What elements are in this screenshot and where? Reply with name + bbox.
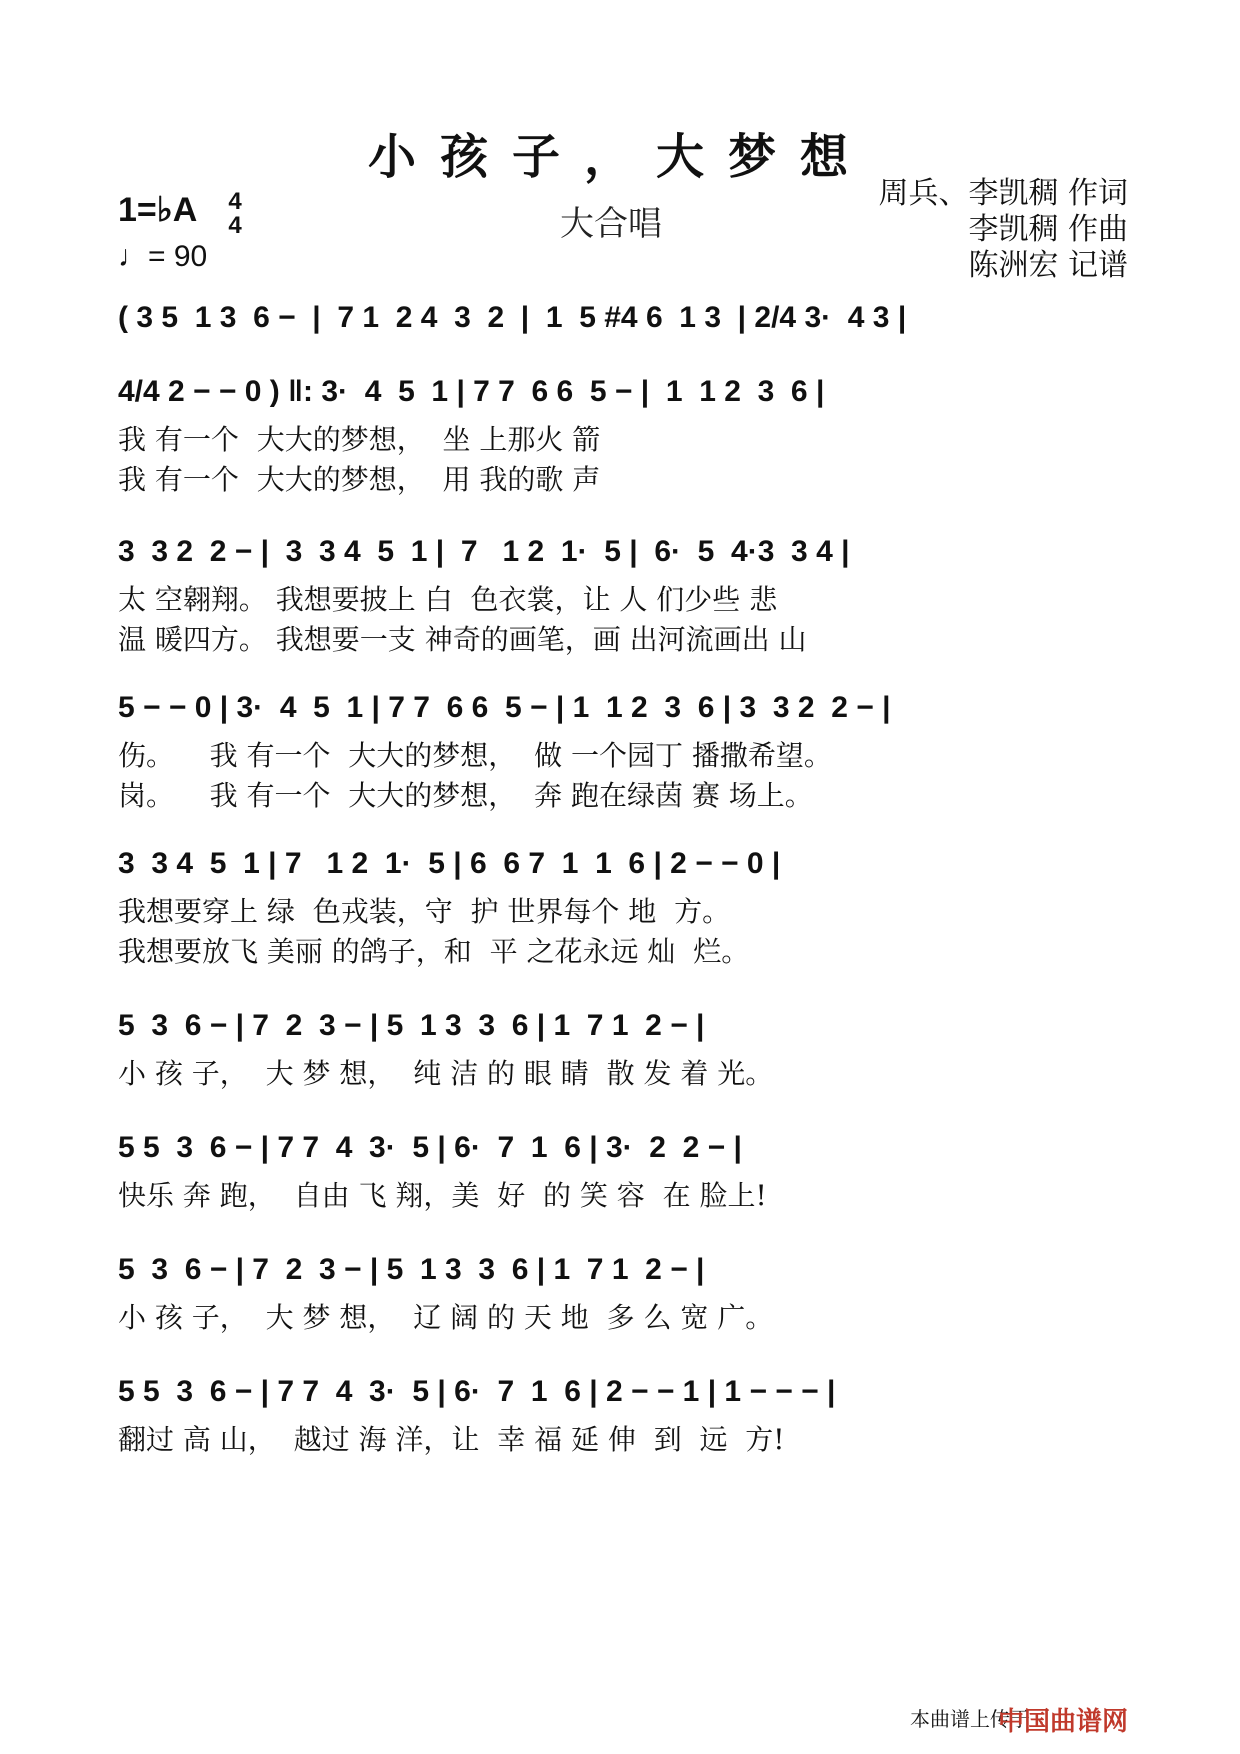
notes-line: ( 3 5 1 3 6 − | 7 1 2 4 3 2 | 1 5 #4 6 1 3 | 2/4 3· 4 3 | (118, 301, 907, 334)
key-signature: 1=♭A (118, 191, 198, 229)
score-row-7 (118, 1126, 1118, 1170)
time-signature (222, 190, 248, 238)
lyric-line: 小 孩 子， 大 梦 想， 纯 洁 的 眼 睛 散 发 着 光。 (118, 1057, 774, 1090)
time-signature-top: 4 (228, 188, 242, 215)
lyric-line: 岗。 我 有一个 大大的梦想， 奔 跑在绿茵 赛 场上。 (118, 779, 813, 812)
lyric-line: 温 暖四方。 我想要一支 神奇的画笔，画 出河流画出 山 (118, 623, 807, 656)
lyric-line: 小 孩 子， 大 梦 想， 辽 阔 的 天 地 多 么 宽 广。 (118, 1301, 774, 1334)
notes-line: 3 3 4 5 1 | 7 1 2 1· 5 | 6 6 7 1 1 6 | 2 − − 0 | (118, 847, 781, 880)
lyric-line: 伤。 我 有一个 大大的梦想， 做 一个园丁 播撒希望。 (118, 739, 832, 772)
tempo-marking: ♩= 90 (118, 240, 208, 273)
notes-line: 4/4 2 − − 0 ) ‖: 3· 4 5 1 | 7 7 6 6 5 − | 1 1 2 3 6 | (118, 375, 825, 408)
lyric-line: 我 有一个 大大的梦想， 坐 上那火 箭 (118, 423, 601, 456)
score-row-6 (118, 1004, 1118, 1048)
site-logo[interactable]: 中国曲谱网 (997, 1707, 1128, 1737)
score-row-9 (118, 1370, 1118, 1414)
score-row-1 (118, 296, 1118, 340)
notes-line: 3 3 2 2 − | 3 3 4 5 1 | 7 1 2 1· 5 | 6· 5 4·3 3 4 | (118, 535, 850, 568)
lyric-line: 我 有一个 大大的梦想， 用 我的歌 声 (118, 463, 601, 496)
notes-line: 5 3 6 − | 7 2 3 − | 5 1 3 3 6 | 1 7 1 2 − | (118, 1009, 705, 1042)
notes-line: 5 − − 0 | 3· 4 5 1 | 7 7 6 6 5 − | 1 1 2 3 6 | 3 3 2 2 − | (118, 691, 891, 724)
score-row-8 (118, 1248, 1118, 1292)
footer-upload-text: 本曲谱上传于 (910, 1707, 1030, 1731)
score-row-4 (118, 686, 1118, 730)
credit-composer: 李凯稠 作曲 (968, 212, 1128, 247)
notes-line: 5 5 3 6 − | 7 7 4 3· 5 | 6· 7 1 6 | 3· 2 2 − | (118, 1131, 742, 1164)
lyric-line: 太 空翱翔。 我想要披上 白 色衣裳，让 人 们少些 悲 (118, 583, 778, 616)
score-row-2 (118, 370, 1118, 414)
credit-lyricist: 周兵、李凯稠 作词 (878, 176, 1128, 211)
subtitle: 大合唱 (560, 204, 662, 244)
credit-transcriber: 陈洲宏 记谱 (968, 248, 1128, 283)
page-title: 小孩子，大梦想 (367, 129, 872, 185)
notes-line: 5 5 3 6 − | 7 7 4 3· 5 | 6· 7 1 6 | 2 − − 1 | 1 − − − | (118, 1375, 836, 1408)
lyric-line: 我想要放飞 美丽 的鸽子，和 平 之花永远 灿 烂。 (118, 935, 750, 968)
score-row-3 (118, 530, 1118, 574)
lyric-line: 快乐 奔 跑， 自由 飞 翔，美 好 的 笑 容 在 脸上! (118, 1179, 767, 1212)
lyric-line: 翻过 高 山， 越过 海 洋，让 幸 福 延 伸 到 远 方! (118, 1423, 785, 1456)
lyric-line: 我想要穿上 绿 色戎装，守 护 世界每个 地 方。 (118, 895, 731, 928)
notes-line: 5 3 6 − | 7 2 3 − | 5 1 3 3 6 | 1 7 1 2 − | (118, 1253, 705, 1286)
time-signature-bottom: 4 (228, 212, 242, 239)
score-row-5 (118, 842, 1118, 886)
